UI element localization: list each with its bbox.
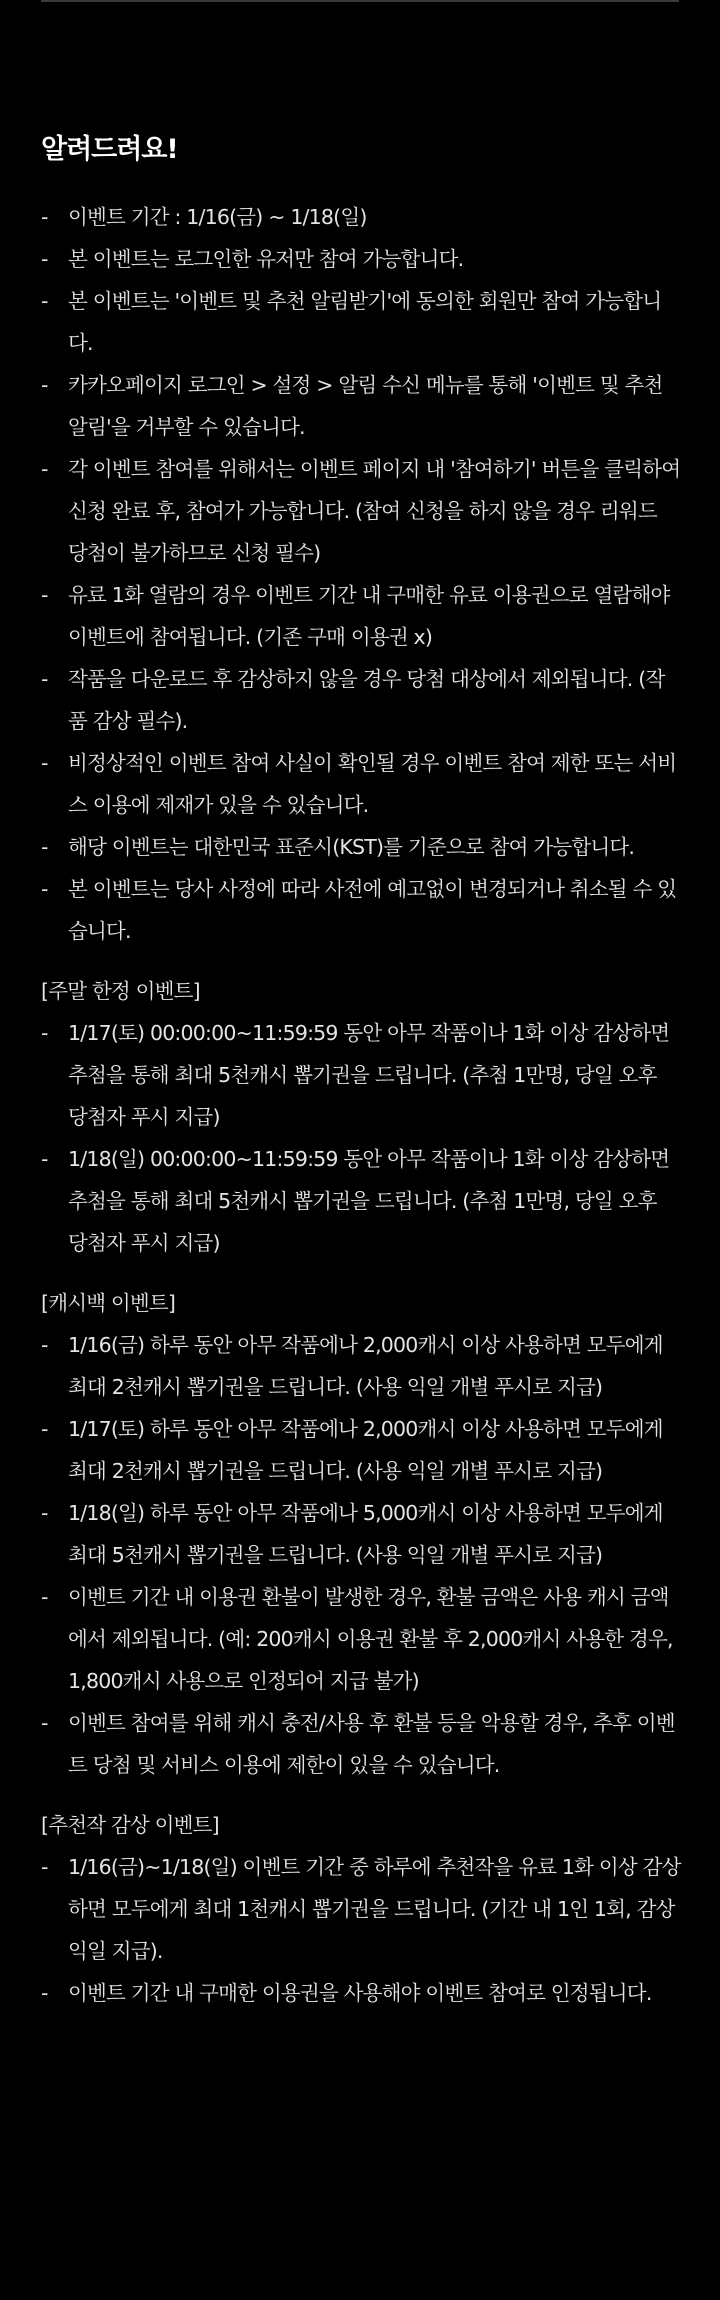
list-item	[41, 1408, 681, 1492]
dash-marker: -	[41, 289, 48, 313]
item-text: 이벤트 참여를 위해 캐시 충전/사용 후 환불 등을 악용할 경우, 추후 이벤트 당첨 및 서비스 이용에 제한이 있을 수 있습니다.	[68, 1711, 675, 1777]
cashback-event-list	[41, 1324, 681, 1786]
list-item	[41, 1138, 681, 1264]
item-text: 1/17(토) 하루 동안 아무 작품에나 2,000캐시 이상 사용하면 모두에게 최대 2천캐시 뽑기권을 드립니다. (사용 익일 개별 푸시로 지급)	[68, 1417, 663, 1483]
item-text: 유료 1화 열람의 경우 이벤트 기간 내 구매한 유료 이용권으로 열람해야 이벤트에 참여됩니다. (기존 구매 이용권 x)	[68, 583, 670, 649]
weekend-event-list	[41, 1012, 681, 1264]
list-item	[41, 1576, 681, 1702]
list-item	[41, 742, 681, 826]
dash-marker: -	[41, 1021, 48, 1045]
item-text: 카카오페이지 로그인 > 설정 > 알림 수신 메뉴를 통해 '이벤트 및 추천 알림'을 거부할 수 있습니다.	[68, 373, 663, 439]
dash-marker: -	[41, 583, 48, 607]
top-divider	[41, 0, 679, 2]
list-item	[41, 448, 681, 574]
item-text: 각 이벤트 참여를 위해서는 이벤트 페이지 내 '참여하기' 버튼을 클릭하여 신청 완료 후, 참여가 가능합니다. (참여 신청을 하지 않을 경우 리워드 당첨이 불가하므로 신청 필수)	[68, 457, 681, 565]
dash-marker: -	[41, 1417, 48, 1441]
dash-marker: -	[41, 835, 48, 859]
item-text: 작품을 다운로드 후 감상하지 않을 경우 당첨 대상에서 제외됩니다. (작품 감상 필수).	[68, 667, 665, 733]
list-item	[41, 1972, 681, 2014]
dash-marker: -	[41, 1501, 48, 1525]
recommended-event-header: [추천작 감상 이벤트]	[41, 1813, 219, 1837]
dash-marker: -	[41, 1585, 48, 1609]
list-item	[41, 196, 681, 238]
dash-marker: -	[41, 1981, 48, 2005]
cashback-event-header: [캐시백 이벤트]	[41, 1291, 176, 1315]
list-item	[41, 280, 681, 364]
item-text: 이벤트 기간 내 이용권 환불이 발생한 경우, 환불 금액은 사용 캐시 금액에서 제외됩니다. (예: 200캐시 이용권 환불 후 2,000캐시 사용한 경우, 1,800캐시 사용으로 인정되어 지급 불가)	[68, 1585, 673, 1693]
dash-marker: -	[41, 667, 48, 691]
list-item	[41, 826, 681, 868]
item-text: 본 이벤트는 로그인한 유저만 참여 가능합니다.	[68, 247, 464, 271]
dash-marker: -	[41, 205, 48, 229]
item-text: 이벤트 기간 : 1/16(금) ~ 1/18(일)	[68, 205, 367, 229]
list-item	[41, 1702, 681, 1786]
dash-marker: -	[41, 1711, 48, 1735]
list-item	[41, 1492, 681, 1576]
list-item	[41, 868, 681, 952]
item-text: 1/17(토) 00:00:00~11:59:59 동안 아무 작품이나 1화 이상 감상하면 추첨을 통해 최대 5천캐시 뽑기권을 드립니다. (추첨 1만명, 당일 오후 당첨자 푸시 지급)	[68, 1021, 670, 1129]
dash-marker: -	[41, 1147, 48, 1171]
item-text: 비정상적인 이벤트 참여 사실이 확인될 경우 이벤트 참여 제한 또는 서비스 이용에 제재가 있을 수 있습니다.	[68, 751, 677, 817]
item-text: 본 이벤트는 당사 사정에 따라 사전에 예고없이 변경되거나 취소될 수 있습니다.	[68, 877, 677, 943]
dash-marker: -	[41, 751, 48, 775]
general-list	[41, 196, 681, 952]
item-text: 본 이벤트는 '이벤트 및 추천 알림받기'에 동의한 회원만 참여 가능합니다.	[68, 289, 662, 355]
list-item	[41, 238, 681, 280]
item-text: 1/18(일) 00:00:00~11:59:59 동안 아무 작품이나 1화 이상 감상하면 추첨을 통해 최대 5천캐시 뽑기권을 드립니다. (추첨 1만명, 당일 오후 당첨자 푸시 지급)	[68, 1147, 670, 1255]
dash-marker: -	[41, 877, 48, 901]
dash-marker: -	[41, 1855, 48, 1879]
recommended-event-list	[41, 1846, 681, 2014]
list-item	[41, 1012, 681, 1138]
list-item	[41, 658, 681, 742]
item-text: 1/16(금) 하루 동안 아무 작품에나 2,000캐시 이상 사용하면 모두에게 최대 2천캐시 뽑기권을 드립니다. (사용 익일 개별 푸시로 지급)	[68, 1333, 663, 1399]
list-item	[41, 574, 681, 658]
item-text: 해당 이벤트는 대한민국 표준시(KST)를 기준으로 참여 가능합니다.	[68, 835, 635, 859]
list-item	[41, 1846, 681, 1972]
event-notice	[41, 130, 681, 2014]
item-text: 1/16(금)~1/18(일) 이벤트 기간 중 하루에 추천작을 유료 1화 이상 감상하면 모두에게 최대 1천캐시 뽑기권을 드립니다. (기간 내 1인 1회, 감상 익일 지급).	[68, 1855, 681, 1963]
dash-marker: -	[41, 247, 48, 271]
dash-marker: -	[41, 457, 48, 481]
dash-marker: -	[41, 373, 48, 397]
item-text: 이벤트 기간 내 구매한 이용권을 사용해야 이벤트 참여로 인정됩니다.	[68, 1981, 652, 2005]
item-text: 1/18(일) 하루 동안 아무 작품에나 5,000캐시 이상 사용하면 모두에게 최대 5천캐시 뽑기권을 드립니다. (사용 익일 개별 푸시로 지급)	[68, 1501, 663, 1567]
notice-title: 알려드려요!	[41, 134, 178, 165]
list-item	[41, 364, 681, 448]
dash-marker: -	[41, 1333, 48, 1357]
list-item	[41, 1324, 681, 1408]
weekend-event-header: [주말 한정 이벤트]	[41, 979, 200, 1003]
